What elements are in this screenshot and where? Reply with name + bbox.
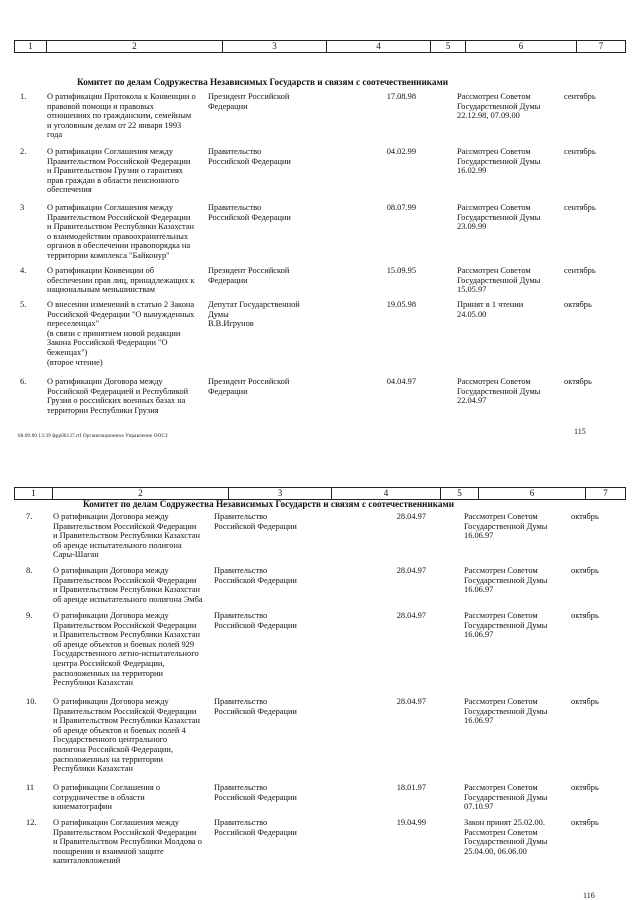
- header-col-7: 7: [585, 488, 625, 499]
- header-col-2: 2: [52, 488, 228, 499]
- row-number: 2.: [20, 147, 27, 156]
- document-title: О ратификации Договора между Правительством Российской Федерации и Правительством Республики Казахстан об аренде испытательного полигона Эмба: [53, 566, 203, 604]
- planned-month: сентябрь: [564, 203, 596, 212]
- submission-date: 28.04.97: [396, 512, 426, 521]
- initiator: Правительство Российской Федерации: [214, 783, 297, 802]
- submission-date: 04.04.97: [386, 377, 416, 386]
- review-status: Рассмотрен Советом Государственной Думы 16.06.97: [464, 697, 548, 726]
- header-col-4: 4: [331, 488, 440, 499]
- review-status: Рассмотрен Советом Государственной Думы 16.06.97: [464, 611, 548, 640]
- review-status: Рассмотрен Советом Государственной Думы 23.09.99: [457, 203, 541, 232]
- submission-date: 28.04.97: [396, 697, 426, 706]
- document-title: О ратификации Договора между Правительством Российской Федерации и Правительством Республики Казахстан об аренде объектов и боевых полей 4 Государственного центрального полигона Российской Федерации, расположенных на территории Республики Казахстан: [53, 697, 200, 774]
- page-number-2: 116: [583, 891, 595, 900]
- submission-date: 17.08.98: [386, 92, 416, 101]
- planned-month: октябрь: [571, 611, 599, 620]
- header-col-7: 7: [576, 41, 625, 52]
- initiator: Правительство Российской Федерации: [208, 203, 291, 222]
- submission-date: 18.01.97: [396, 783, 426, 792]
- initiator: Правительство Российской Федерации: [214, 566, 297, 585]
- row-number: 6.: [20, 377, 27, 386]
- submission-date: 08.07.99: [386, 203, 416, 212]
- row-number: 4.: [20, 266, 27, 275]
- planned-month: сентябрь: [564, 147, 596, 156]
- submission-date: 15.09.95: [386, 266, 416, 275]
- document-title: О ратификации Соглашения о сотрудничестве в области кинематографии: [53, 783, 161, 812]
- header-col-5: 5: [430, 41, 465, 52]
- review-status: Рассмотрен Советом Государственной Думы 16.06.97: [464, 566, 548, 595]
- planned-month: октябрь: [564, 300, 592, 309]
- initiator: Президент Российской Федерации: [208, 92, 290, 111]
- review-status: Принят в 1 чтении 24.05.00: [457, 300, 524, 319]
- initiator: Правительство Российской Федерации: [208, 147, 291, 166]
- review-status: Закон принят 25.02.00. Рассмотрен Советом Государственной Думы 25.04.00, 06.06.00: [464, 818, 548, 856]
- planned-month: октябрь: [571, 697, 599, 706]
- document-title: О ратификации Протокола к Конвенции о правовой помощи и правовых отношениях по гражданским, семейным и уголовным делам от 22 января 1993 года: [47, 92, 196, 140]
- review-status: Рассмотрен Советом Государственной Думы 22.04.97: [457, 377, 541, 406]
- row-number: 1.: [20, 92, 27, 101]
- review-status: Рассмотрен Советом Государственной Думы 07.10.97: [464, 783, 548, 812]
- initiator: Правительство Российской Федерации: [214, 697, 297, 716]
- initiator: Президент Российской Федерации: [208, 266, 290, 285]
- submission-date: 28.04.97: [396, 611, 426, 620]
- row-number: 5.: [20, 300, 27, 309]
- row-number: 11: [26, 783, 35, 792]
- planned-month: октябрь: [571, 566, 599, 575]
- row-number: 10.: [26, 697, 37, 706]
- submission-date: 19.04.99: [396, 818, 426, 827]
- review-status: Рассмотрен Советом Государственной Думы 16.06.97: [464, 512, 548, 541]
- initiator: Правительство Российской Федерации: [214, 818, 297, 837]
- initiator: Правительство Российской Федерации: [214, 512, 297, 531]
- planned-month: октябрь: [571, 783, 599, 792]
- planned-month: сентябрь: [564, 92, 596, 101]
- column-number-header-1: [14, 40, 626, 53]
- planned-month: сентябрь: [564, 266, 596, 275]
- initiator: Правительство Российской Федерации: [214, 611, 297, 630]
- document-title: О ратификации Конвенции об обеспечении прав лиц, принадлежащих к национальным меньшинствам: [47, 266, 195, 295]
- row-number: 9.: [26, 611, 33, 620]
- committee-title-1: Комитет по делам Содружества Независимых Государств и связям с соотечественниками: [77, 77, 449, 87]
- initiator: Депутат Государственной Думы В.В.Игрунов: [208, 300, 300, 329]
- header-col-6: 6: [465, 41, 576, 52]
- review-status: Рассмотрен Советом Государственной Думы 16.02.99: [457, 147, 541, 176]
- header-col-1: 1: [28, 41, 33, 51]
- review-status: Рассмотрен Советом Государственной Думы 15.05.97: [457, 266, 541, 295]
- row-number: 7.: [26, 512, 33, 521]
- document-title: О ратификации Соглашения между Правительством Российской Федерации и Правительством Республики Молдова о поощрении и взаимной защите капиталовложений: [53, 818, 202, 866]
- header-col-6: 6: [478, 488, 585, 499]
- header-col-1: 1: [31, 488, 36, 498]
- header-col-5: 5: [440, 488, 478, 499]
- header-col-2: 2: [46, 41, 222, 52]
- row-number: 8.: [26, 566, 33, 575]
- committee-title-2: Комитет по делам Содружества Независимых Государств и связям с соотечественниками: [83, 499, 455, 509]
- document-title: О ратификации Договора между Российской Федерацией и Республикой Грузия о российских военных базах на территории Республики Грузия: [47, 377, 189, 415]
- review-status: Рассмотрен Советом Государственной Думы 22.12.98, 07.09.00: [457, 92, 541, 121]
- header-col-4: 4: [326, 41, 430, 52]
- row-number: 3: [20, 203, 25, 212]
- document-title: О внесении изменений в статью 2 Закона Российской Федерации "О вынужденных переселенцах" (в связи с принятием новой редакции Закона Российской Федерации "О беженцах") (второе чтение): [47, 300, 195, 367]
- document-title: О ратификации Договора между Правительством Российской Федерации и Правительством Республики Казахстан об аренде испытательного полигона Сары-Шаган: [53, 512, 200, 560]
- page-number-1: 115: [574, 427, 586, 436]
- document-title: О ратификации Соглашения между Правительством Российской Федерации и Правительством Грузии о гарантиях прав граждан в области пенсионного обеспечения: [47, 147, 191, 195]
- row-number: 12.: [26, 818, 37, 827]
- planned-month: октябрь: [564, 377, 592, 386]
- planned-month: октябрь: [571, 512, 599, 521]
- document-title: О ратификации Договора между Правительством Российской Федерации и Правительством Республики Казахстан об аренде объектов и боевых полей 929 Государственного летно-испытательного центра Российской Федерации, расположенных на территории Республики Казахстан: [53, 611, 200, 688]
- initiator: Президент Российской Федерации: [208, 377, 290, 396]
- submission-date: 19.05.98: [386, 300, 416, 309]
- submission-date: 04.02.99: [386, 147, 416, 156]
- planned-month: октябрь: [571, 818, 599, 827]
- document-title: О ратификации Соглашения между Правительством Российской Федерации и Правительством Республики Казахстан о взаимодействии правоохранительных органов в обеспечении правопорядка на территории комплекса "Байконур": [47, 203, 194, 260]
- print-footer: 08.09.00 13:39 фрр00137.rtf Организационное Управление ООСЗ: [18, 434, 168, 439]
- header-col-3: 3: [222, 41, 326, 52]
- header-col-3: 3: [228, 488, 331, 499]
- submission-date: 28.04.97: [396, 566, 426, 575]
